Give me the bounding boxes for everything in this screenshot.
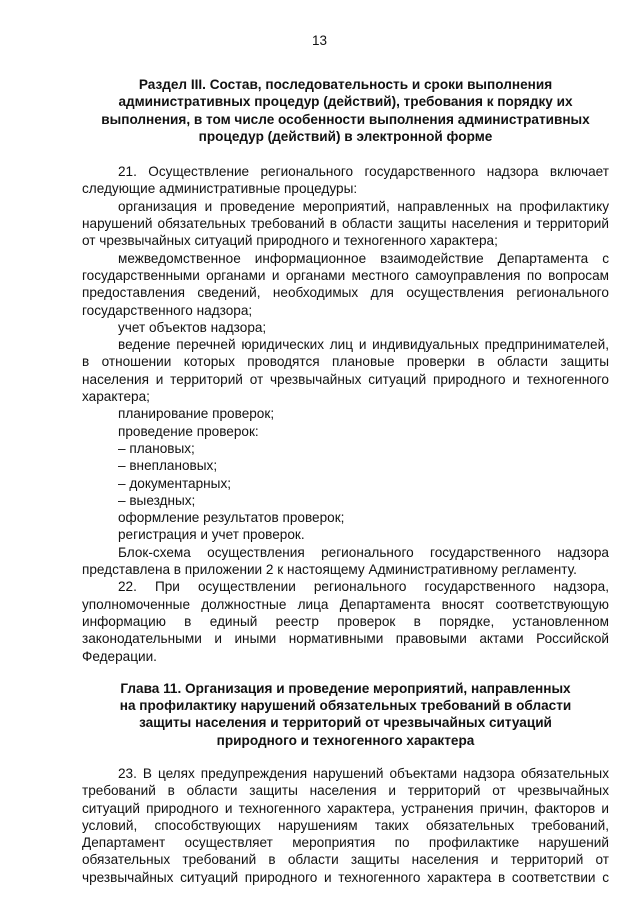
text-line: – выездных; — [118, 492, 196, 508]
text-line: – плановых; — [118, 440, 195, 456]
section-heading-line: процедур (действий) в электронной форме — [198, 128, 493, 144]
text-line: 21. Осуществление регионального государственного надзора включает — [118, 164, 609, 180]
text-line: законодательными и иными нормативными правовыми актами Российской — [82, 631, 609, 647]
text-line: ведение перечней юридических лиц и индивидуальных предпринимателей, — [118, 337, 609, 353]
section-heading — [82, 0, 609, 145]
text-line: Федерации. — [82, 648, 157, 664]
section-heading-line: Раздел III. Состав, последовательность и сроки выполнения — [138, 77, 553, 92]
text-line: – документарных; — [118, 475, 232, 491]
text-line: планирование проверок; — [118, 406, 275, 422]
text-line: требований в области защиты населения и территорий от чрезвычайных — [82, 783, 609, 799]
chapter-heading — [82, 680, 609, 749]
chapter-heading-line: Глава 11. Организация и проведение мероприятий, направленных — [120, 680, 571, 696]
text-line: следующие административные процедуры: — [82, 181, 358, 197]
text-line: условий, способствующих нарушениям таких обязательных требований, — [82, 817, 609, 833]
chapter-heading-line: защиты населения и территорий от чрезвычайных ситуаций — [139, 715, 552, 731]
text-line: информацию в единый реестр проверок в порядке, установленном — [82, 613, 609, 629]
text-line: представлена в приложении 2 к настоящему Административному регламенту. — [82, 562, 577, 578]
body-text-block — [82, 765, 609, 886]
text-line: Блок-схема осуществления регионального государственного надзора — [118, 544, 609, 560]
text-line: нарушений обязательных требований в области защиты населения и территорий — [82, 216, 609, 232]
chapter-heading-line: на профилактику нарушений обязательных требований в области — [119, 698, 572, 714]
text-line: государственного надзора; — [82, 302, 253, 318]
text-line: от чрезвычайных ситуаций природного и техногенного характера; — [82, 233, 498, 249]
text-line: уполномоченные должностные лица Департамента вносят соответствующую — [82, 596, 609, 612]
text-line: регистрация и учет проверок. — [118, 527, 305, 543]
chapter-heading-line: природного и техногенного характера — [216, 732, 475, 748]
text-line: ситуаций природного и техногенного характера, устранения причин, факторов и — [82, 800, 609, 816]
text-line: проведение проверок: — [118, 423, 259, 439]
text-line: оформление результатов проверок; — [118, 510, 345, 526]
text-line: государственными органами и органами местного самоуправления по вопросам — [82, 267, 609, 283]
text-line: предоставления сведений, необходимых для осуществления регионального — [82, 285, 609, 301]
text-line: чрезвычайных ситуаций природного и техногенного характера в соответствии с — [82, 869, 609, 885]
text-line: учет объектов надзора; — [118, 319, 267, 335]
text-line: Департамент осуществляет мероприятия по профилактике нарушений — [82, 835, 609, 851]
text-line: характера; — [82, 389, 150, 405]
section-heading-line: выполнения, в том числе особенности выполнения административных — [101, 111, 590, 127]
text-line: населения и территорий от чрезвычайных ситуаций природного и техногенного — [82, 371, 609, 387]
section-heading-line: административных процедур (действий), требования к порядку их — [118, 94, 573, 110]
text-line: в отношении которых проводятся плановые проверки в области защиты — [82, 354, 609, 370]
text-line: – внеплановых; — [118, 458, 218, 474]
text-line: 23. В целях предупреждения нарушений объектами надзора обязательных — [118, 765, 609, 781]
page-number: 13 — [311, 33, 328, 48]
text-line: организация и проведение мероприятий, направленных на профилактику — [118, 198, 609, 214]
body-text-block — [82, 163, 609, 665]
text-line: обязательных требований в области защиты населения и территорий от — [82, 852, 609, 868]
text-line: 22. При осуществлении регионального государственного надзора, — [118, 579, 609, 595]
text-line: межведомственное информационное взаимодействие Департамента с — [118, 250, 609, 266]
